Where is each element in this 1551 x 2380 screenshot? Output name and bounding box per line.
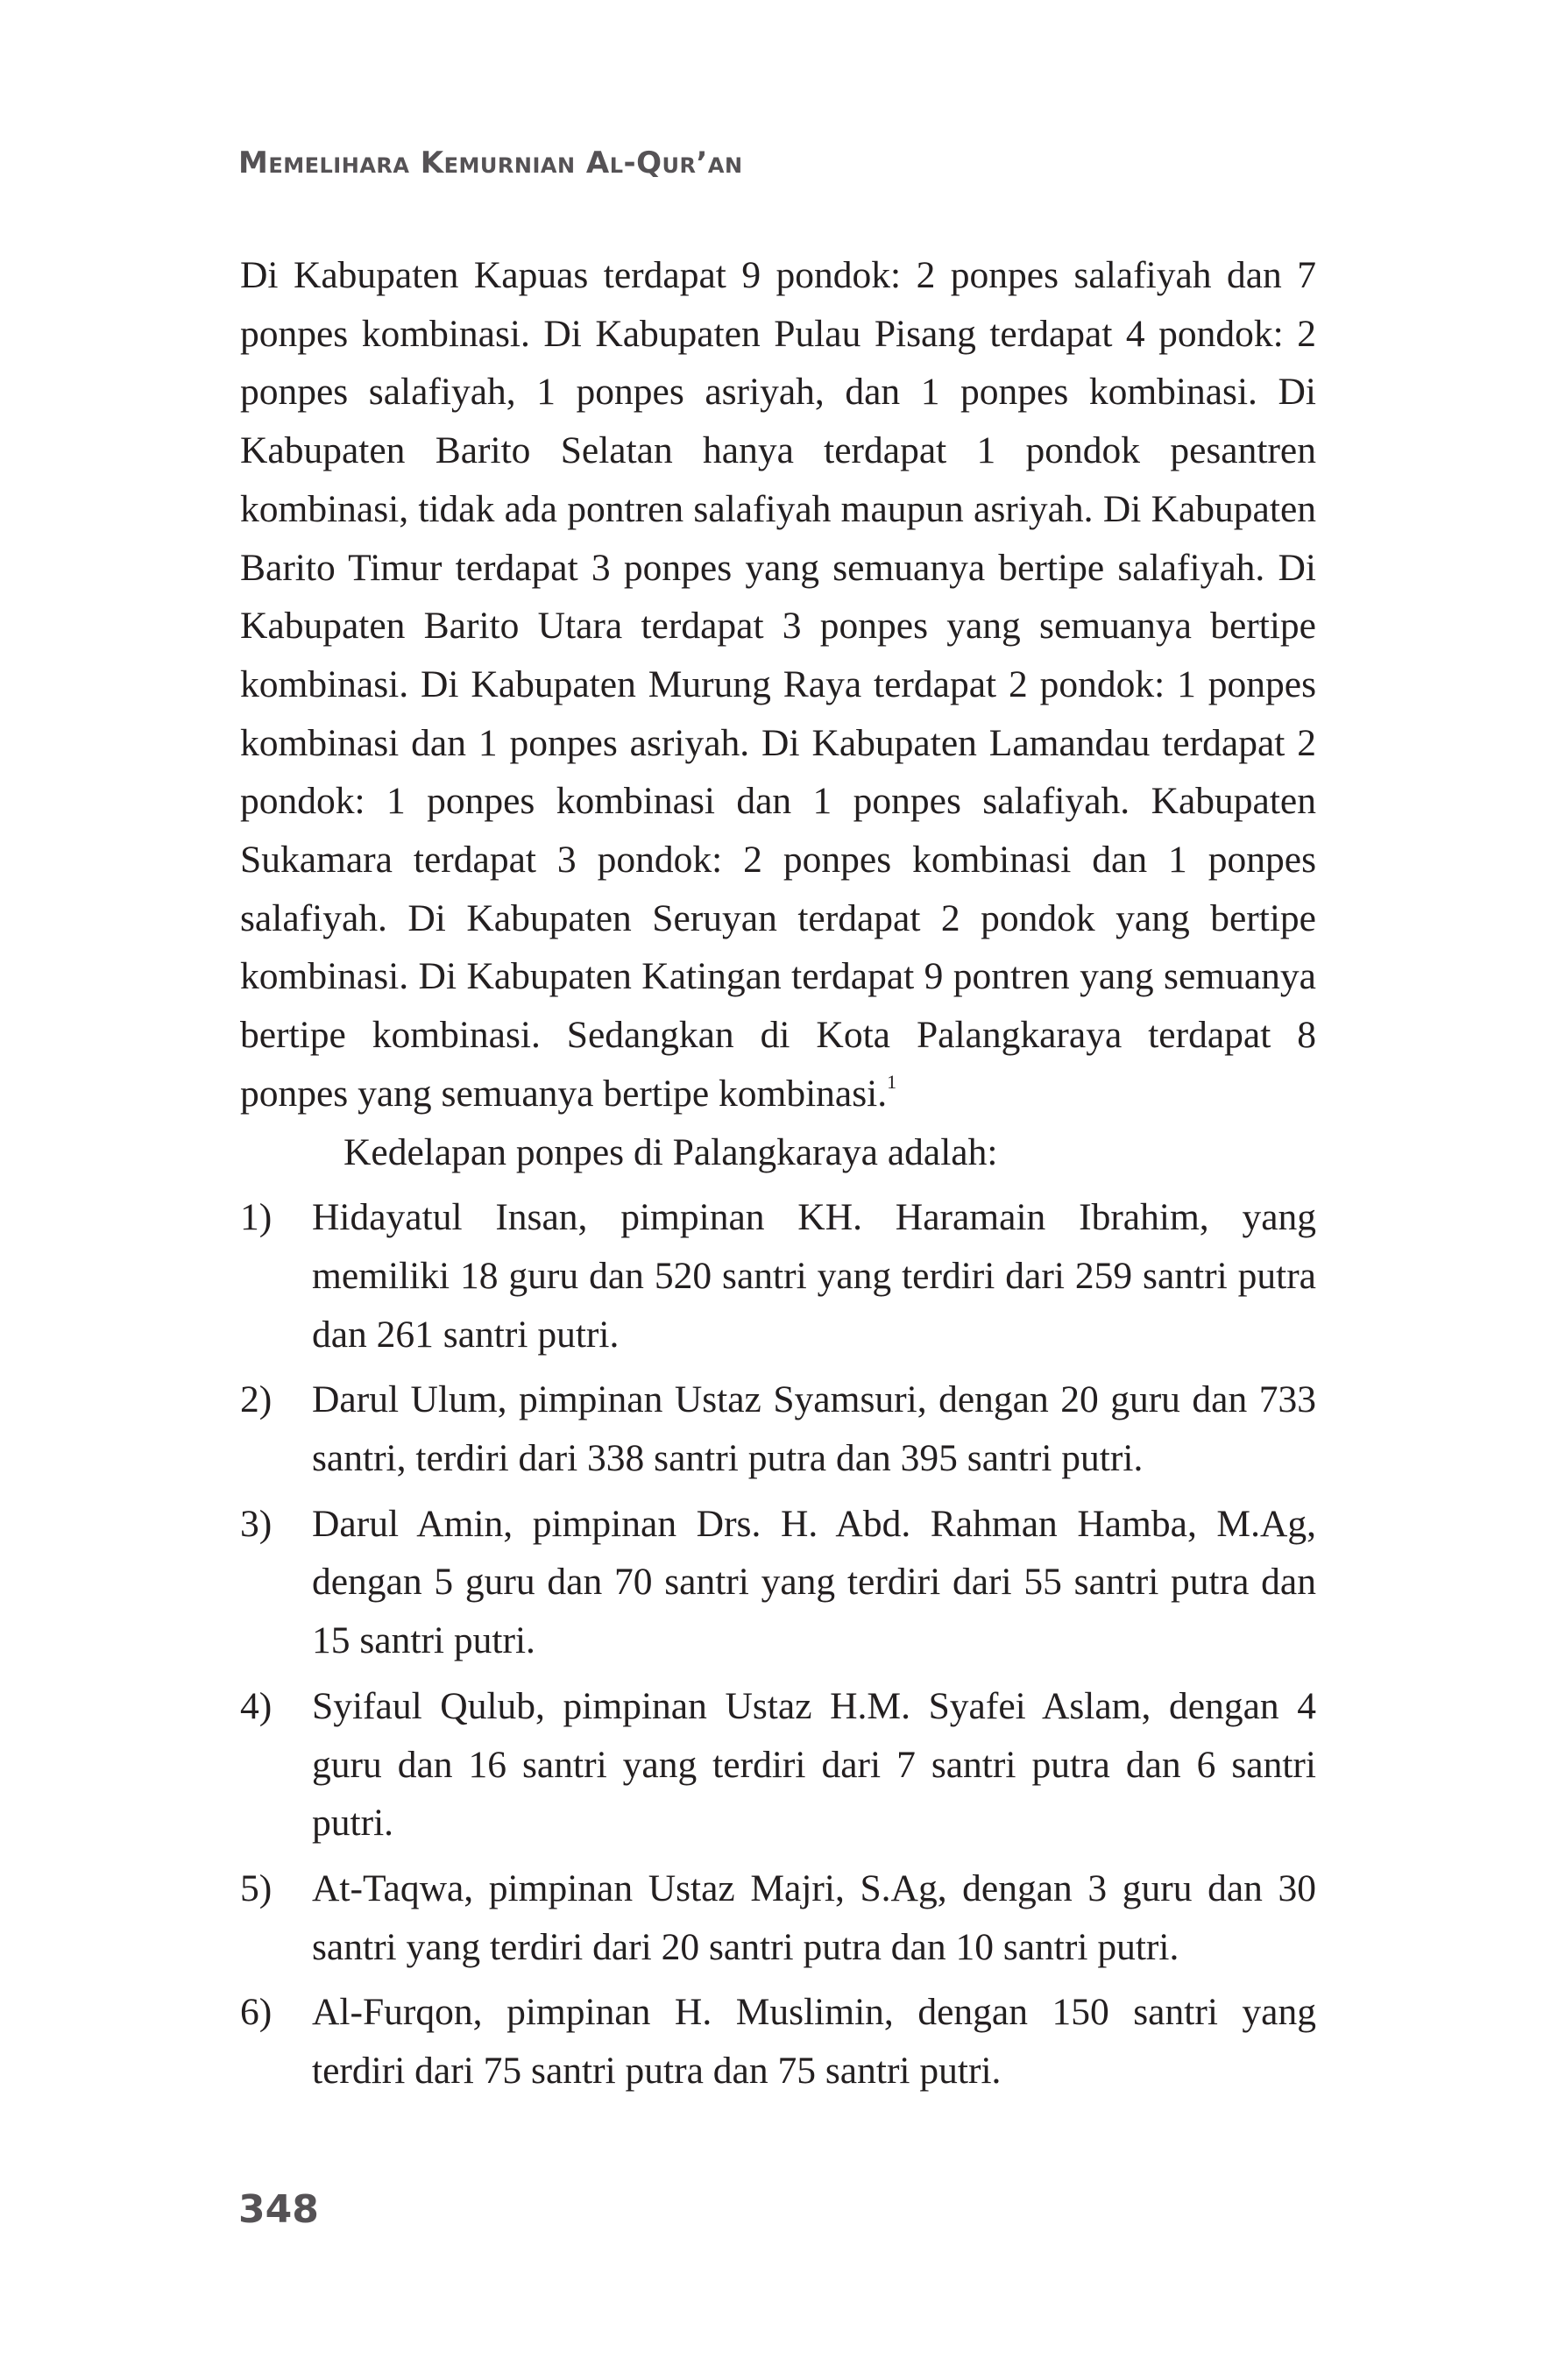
page-number: 348 bbox=[238, 2187, 319, 2232]
page-body bbox=[240, 246, 1316, 2100]
list-item-number: 1) bbox=[240, 1196, 273, 1239]
list-intro: Kedelapan ponpes di Palangkaraya adalah: bbox=[343, 1130, 998, 1173]
ponpes-list bbox=[240, 1188, 1316, 2100]
list-item-text: Darul Ulum, pimpinan Ustaz Syamsuri, dengan 20 guru dan 733 santri, terdiri dari 338 santri putra dan 395 santri putri. bbox=[312, 1378, 1316, 1480]
list-item bbox=[240, 1983, 1316, 2100]
body-paragraph bbox=[240, 246, 1316, 1123]
list-item-text: Al-Furqon, pimpinan H. Muslimin, dengan 150 santri yang terdiri dari 75 santri putra dan 75 santri putri. bbox=[312, 1991, 1316, 2093]
list-item-text: Darul Amin, pimpinan Drs. H. Abd. Rahman Hamba, M.Ag, dengan 5 guru dan 70 santri yang terdiri dari 55 santri putra dan 15 santri putri. bbox=[312, 1502, 1316, 1662]
list-item-number: 4) bbox=[240, 1684, 273, 1727]
footnote-reference: 1 bbox=[887, 1070, 897, 1093]
running-head: Memelihara Kemurnian Al-Qur’an bbox=[238, 145, 743, 181]
list-item-text: Syifaul Qulub, pimpinan Ustaz H.M. Syafei Aslam, dengan 4 guru dan 16 santri yang terdiri dari 7 santri putra dan 6 santri putri. bbox=[312, 1684, 1316, 1845]
list-item bbox=[240, 1371, 1316, 1487]
list-item bbox=[240, 1859, 1316, 1976]
list-item-text: Hidayatul Insan, pimpinan KH. Haramain Ibrahim, yang memiliki 18 guru dan 520 santri yang terdiri dari 259 santri putra dan 261 santri putri. bbox=[312, 1196, 1316, 1356]
list-item bbox=[240, 1495, 1316, 1670]
list-item bbox=[240, 1677, 1316, 1852]
list-item-number: 5) bbox=[240, 1866, 273, 1909]
list-item-text: At-Taqwa, pimpinan Ustaz Majri, S.Ag, dengan 3 guru dan 30 santri yang terdiri dari 20 santri putra dan 10 santri putri. bbox=[312, 1866, 1316, 1968]
list-item-number: 2) bbox=[240, 1378, 273, 1421]
list-item bbox=[240, 1188, 1316, 1364]
list-item-number: 3) bbox=[240, 1502, 273, 1545]
body-paragraph-text: Di Kabupaten Kapuas terdapat 9 pondok: 2 ponpes salafiyah dan 7 ponpes kombinasi. Di Kabupaten Pulau Pisang terdapat 4 pondok: 2 ponpes salafiyah, 1 ponpes asriyah, dan 1 ponpes kombinasi. Di Kabupaten Barito Selatan hanya terdapat 1 pondok pesantren kombinasi, tidak ada pontren salafiyah maupun asriyah. Di Kabupaten Barito Timur terdapat 3 ponpes yang semuanya bertipe salafiyah. Di Kabupaten Barito Utara terdapat 3 ponpes yang semuanya bertipe kombinasi. Di Kabupaten Murung Raya terdapat 2 pondok: 1 ponpes kombinasi dan 1 ponpes asriyah. Di Kabupaten Lamandau terdapat 2 pondok: 1 ponpes kombinasi dan 1 ponpes salafiyah. Kabupaten Sukamara terdapat 3 pondok: 2 ponpes kombinasi dan 1 ponpes salafiyah. Di Kabupaten Seruyan terdapat 2 pondok yang bertipe kombinasi. Di Kabupaten Katingan terdapat 9 pontren yang semuanya bertipe kombinasi. Sedangkan di Kota Palangkaraya terdapat 8 ponpes yang semuanya bertipe kombinasi. bbox=[240, 254, 1316, 1115]
list-item-number: 6) bbox=[240, 1991, 273, 2034]
